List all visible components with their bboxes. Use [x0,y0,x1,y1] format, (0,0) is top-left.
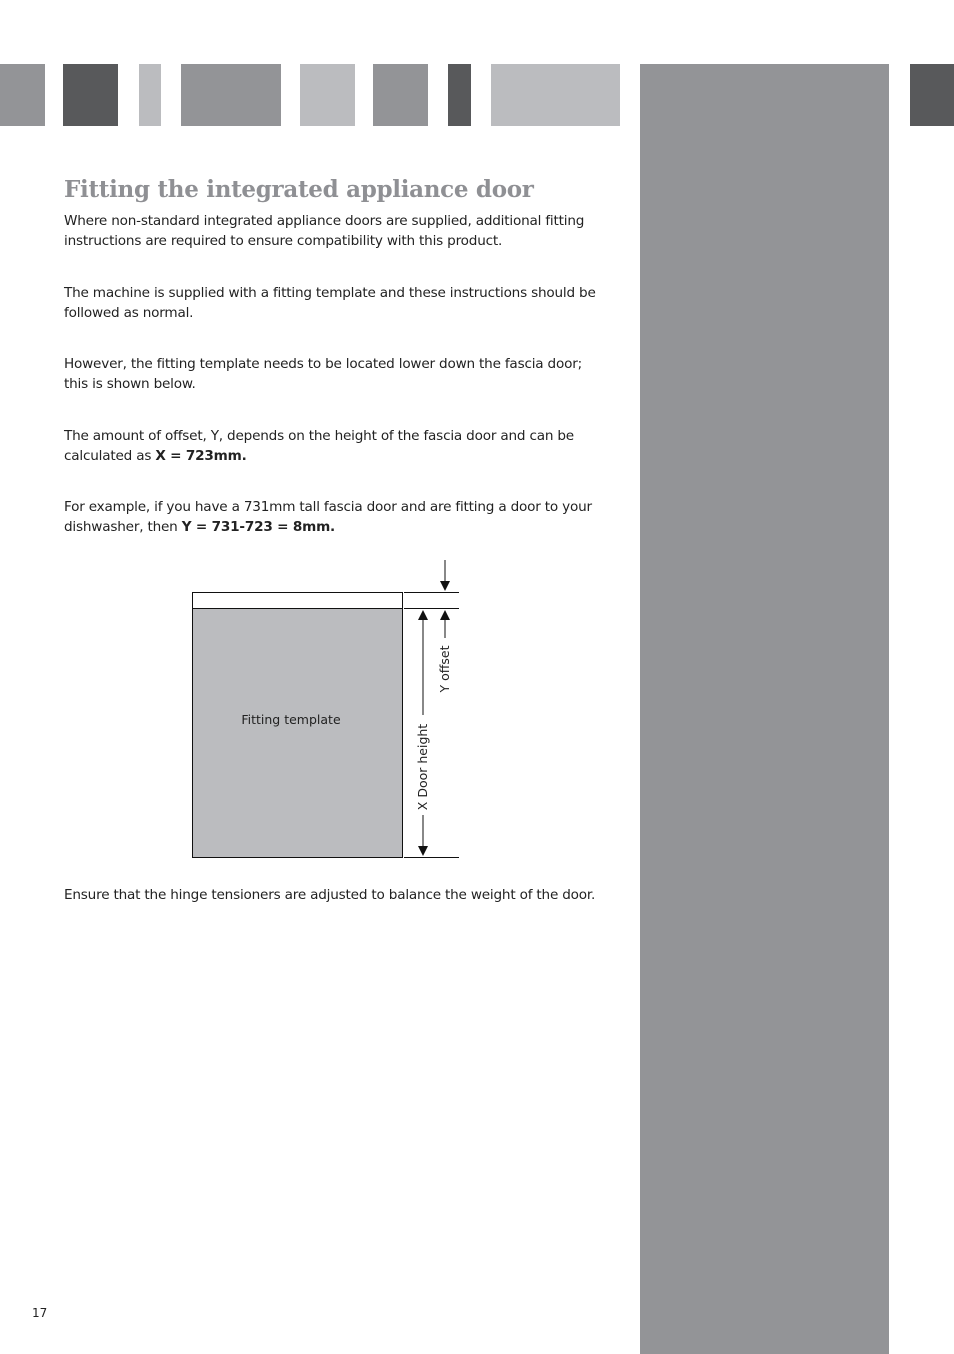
fitting-template-label: Fitting template [241,712,341,727]
y-offset-label: Y offset [437,645,452,693]
formula-y: Y = 731-723 = 8mm. [181,518,336,535]
formula-x: X = 723mm. [155,447,247,464]
closing-paragraph: Ensure that the hinge tensioners are adjusted to balance the weight of the door. [64,887,596,903]
page-title: Fitting the integrated appliance door [64,176,534,203]
intro-paragraph: Where non-standard integrated appliance doors are supplied, additional fitting instructions are required to ensure compatibility with this product. [64,213,585,249]
fitting-template [193,609,403,858]
page-number: 17 [32,1306,48,1320]
example-paragraph: For example, if you have a 731mm tall fascia door and are fitting a door to your dishwasher, then Y = 731-723 = 8mm. [64,499,592,535]
template-paragraph: The machine is supplied with a fitting template and these instructions should be followed as normal. [64,285,596,321]
offset-paragraph: The amount of offset, Y, depends on the height of the fascia door and can be calculated as X = 723mm. [64,428,574,464]
location-paragraph: However, the fitting template needs to be located lower down the fascia door; this is shown below. [64,356,582,392]
x-height-label: X Door height [415,723,430,811]
